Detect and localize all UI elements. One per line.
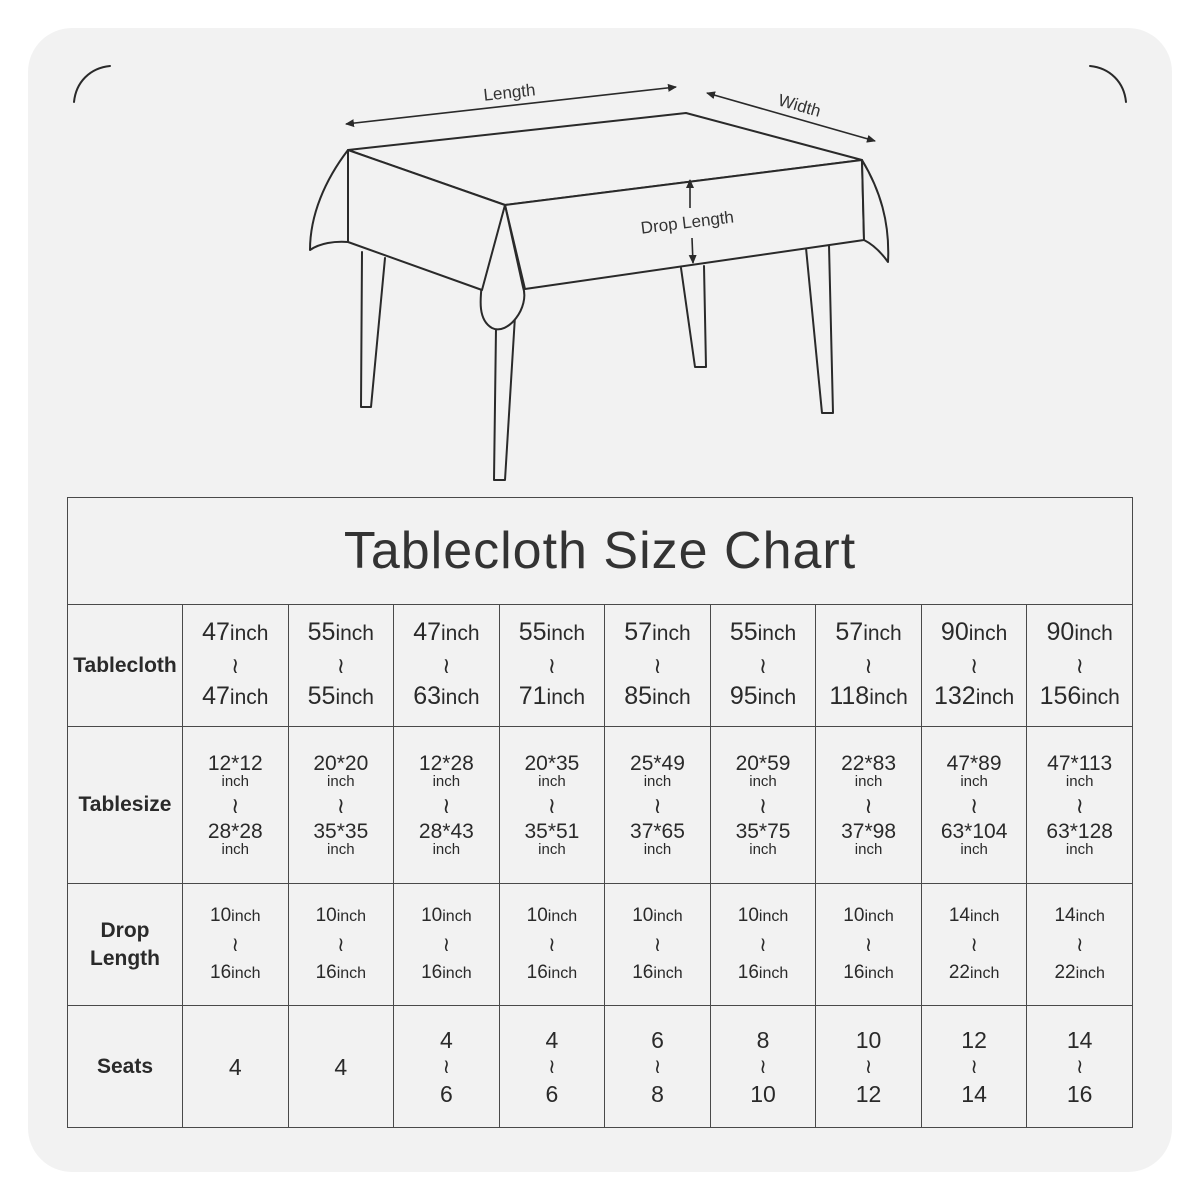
drop-length-value: [605, 961, 710, 986]
drop-unit: inch: [653, 907, 683, 925]
drop-number: 10: [526, 904, 548, 926]
size-unit: inch: [1081, 685, 1120, 709]
tablecloth-size-cell: [288, 605, 394, 727]
size-unit: inch: [863, 621, 902, 645]
tablesize-unit: inch: [221, 840, 250, 858]
tablesize-value: 63*104: [940, 819, 1008, 843]
seats-cell: [288, 1006, 394, 1128]
tablesize-cell: [183, 727, 289, 884]
drop-number: 10: [737, 904, 759, 926]
drop-unit: inch: [442, 907, 472, 925]
range-tilde: ≀: [864, 792, 873, 818]
range-tilde: ≀: [336, 652, 345, 678]
table-leg: [494, 316, 515, 480]
tablecloth-size-value: [500, 681, 605, 715]
tablesize-unit: inch: [538, 772, 566, 790]
size-unit: inch: [975, 685, 1015, 709]
tablecloth-size-value: [394, 681, 499, 715]
tablesize-unit: inch: [327, 772, 355, 790]
drop-number: 16: [210, 961, 232, 983]
tablesize-cell: [1027, 727, 1133, 884]
range-tilde: ≀: [758, 652, 768, 678]
left-corner: [310, 150, 348, 250]
table-leg: [681, 266, 706, 367]
tablesize-value: 37*65: [630, 819, 685, 843]
size-unit: inch: [869, 685, 908, 709]
size-number: 156: [1039, 681, 1082, 710]
tablesize-unit: inch: [643, 772, 672, 790]
drop-length-value: [1027, 904, 1132, 929]
seats-value: 10: [750, 1080, 776, 1107]
tablesize-value: 37*98: [841, 819, 896, 843]
tablecloth-size-value: [500, 617, 605, 651]
seats-value: 12: [855, 1080, 882, 1107]
tablesize-cell: [288, 727, 394, 884]
drop-unit: inch: [1075, 907, 1105, 925]
range-tilde: ≀: [1075, 792, 1084, 818]
tablesize-value: 63*128: [1046, 819, 1113, 843]
drop-length-cell: [394, 884, 500, 1006]
seats-cell: [921, 1006, 1027, 1128]
tablesize-unit: inch: [538, 840, 566, 858]
drop-unit: inch: [231, 907, 261, 925]
table-leg: [806, 245, 833, 413]
tablecloth-size-cell: [710, 605, 816, 727]
range-tilde: ≀: [1075, 1055, 1084, 1078]
drop-number: 16: [315, 961, 337, 983]
tablesize-value: 20*20: [313, 751, 369, 775]
seats-value: 4: [545, 1026, 559, 1053]
drop-length-value: [711, 961, 816, 986]
drop-number: 10: [843, 904, 865, 926]
size-number: 132: [933, 681, 976, 710]
size-number: 55: [729, 617, 758, 646]
size-number: 71: [518, 681, 547, 710]
size-number: 57: [835, 617, 864, 646]
range-tilde: ≀: [336, 792, 345, 818]
drop-length-value: [289, 904, 394, 929]
size-unit: inch: [546, 621, 586, 645]
range-tilde: ≀: [231, 792, 240, 818]
range-tilde: ≀: [653, 652, 662, 678]
tablesize-cell: [499, 727, 605, 884]
range-tilde: ≀: [864, 1055, 873, 1078]
tablesize-unit: inch: [854, 840, 883, 858]
seats-value: 4: [228, 1053, 242, 1080]
drop-unit: inch: [442, 964, 472, 982]
size-unit: inch: [441, 621, 480, 645]
size-unit: inch: [652, 621, 691, 645]
drop-length-cell: [499, 884, 605, 1006]
size-unit: inch: [1074, 621, 1113, 645]
range-tilde: ≀: [864, 652, 873, 678]
drop-length-value: [394, 961, 499, 986]
range-tilde: ≀: [759, 933, 767, 956]
tablesize-unit: inch: [749, 772, 777, 790]
size-unit: inch: [335, 685, 374, 709]
range-tilde: ≀: [547, 792, 557, 818]
seats-cell: [394, 1006, 500, 1128]
seats-value: 16: [1066, 1080, 1093, 1107]
tablesize-unit: inch: [749, 840, 777, 858]
range-tilde: ≀: [653, 792, 662, 818]
row-header-tablecloth: Tablecloth: [68, 605, 183, 727]
tablecloth-size-cell: [183, 605, 289, 727]
range-tilde: ≀: [969, 652, 979, 678]
range-tilde: ≀: [548, 933, 556, 956]
drop-number: 16: [421, 961, 443, 983]
drop-number: 14: [1054, 904, 1076, 926]
drop-unit: inch: [758, 964, 789, 982]
range-tilde: ≀: [758, 792, 768, 818]
drop-unit: inch: [336, 907, 367, 925]
tablecloth-size-value: [711, 617, 816, 651]
drop-length-value: [605, 904, 710, 929]
size-unit: inch: [757, 685, 797, 709]
range-tilde: ≀: [337, 933, 345, 956]
range-tilde: ≀: [970, 933, 978, 956]
drop-length-value: [922, 904, 1027, 929]
tablesize-unit: inch: [960, 840, 988, 858]
tablesize-value: 28*43: [418, 819, 474, 843]
drop-length-value: [711, 904, 816, 929]
size-number: 85: [624, 681, 653, 710]
tablecloth-size-value: [289, 681, 394, 715]
corner-arc-left: [74, 66, 110, 102]
drop-unit: inch: [547, 964, 578, 982]
tablesize-cell: [816, 727, 922, 884]
drop-length-cell: [710, 884, 816, 1006]
size-unit: inch: [652, 685, 691, 709]
chart-title: Tablecloth Size Chart: [68, 498, 1133, 605]
tablecloth-size-cell: [605, 605, 711, 727]
range-tilde: ≀: [231, 652, 240, 678]
drop-length-value: [500, 961, 605, 986]
range-tilde: ≀: [759, 1055, 767, 1078]
drop-length-value: [1027, 961, 1132, 986]
range-tilde: ≀: [548, 1055, 556, 1078]
drop-unit: inch: [969, 964, 1000, 982]
seats-value: 12: [961, 1026, 987, 1053]
tablesize-unit: inch: [221, 772, 250, 790]
drop-number: 10: [632, 904, 654, 926]
drop-length-label: Drop Length: [639, 207, 735, 238]
tablesize-row: [68, 727, 1133, 884]
size-number: 90: [1046, 617, 1075, 646]
tablesize-unit: inch: [1065, 772, 1094, 790]
size-number: 118: [829, 681, 870, 710]
row-header-tablesize: Tablesize: [68, 727, 183, 884]
tablesize-unit: inch: [960, 772, 988, 790]
tablesize-unit: inch: [432, 840, 461, 858]
tablesize-cell: [710, 727, 816, 884]
drop-number: 10: [421, 904, 443, 926]
tablesize-value: 35*75: [735, 819, 791, 843]
tablecloth-size-cell: [1027, 605, 1133, 727]
tablesize-value: 20*59: [735, 751, 791, 775]
right-corner: [862, 160, 888, 262]
row-header-drop-length: [68, 884, 183, 1006]
size-unit: inch: [229, 685, 269, 709]
corner-arc-right: [1090, 66, 1126, 102]
seats-value: 14: [961, 1080, 987, 1107]
drop-number: 10: [210, 904, 232, 926]
seats-value: 8: [651, 1080, 664, 1107]
size-number: 57: [624, 617, 653, 646]
tablecloth-size-value: [816, 681, 921, 715]
tablesize-value: 28*28: [207, 819, 263, 843]
drop-length-value: [394, 904, 499, 929]
tablecloth-size-cell: [394, 605, 500, 727]
seats-row: [68, 1006, 1133, 1128]
size-number: 55: [307, 617, 336, 646]
tablecloth-row: [68, 605, 1133, 727]
seats-cell: [499, 1006, 605, 1128]
size-number: 55: [307, 681, 336, 710]
tablecloth-size-value: [922, 681, 1027, 715]
drop-length-value: [500, 904, 605, 929]
size-chart-table: [67, 497, 1133, 1128]
drop-number: 16: [737, 961, 759, 983]
drop-length-cell: [1027, 884, 1133, 1006]
drop-number: 16: [632, 961, 654, 983]
tablesize-cell: [605, 727, 711, 884]
seats-value: 6: [651, 1026, 664, 1053]
tablesize-cell: [394, 727, 500, 884]
drop-length-value: [183, 961, 288, 986]
drop-number: 16: [843, 961, 865, 983]
tablesize-value: 12*12: [207, 751, 263, 775]
drop-length-cell: [816, 884, 922, 1006]
drop-unit: inch: [864, 907, 894, 925]
drop-number: 22: [948, 961, 970, 983]
seats-value: 6: [439, 1080, 453, 1107]
row-header-drop-line2: Length: [90, 946, 160, 970]
tablecloth-size-value: [1027, 681, 1132, 715]
tablesize-value: 47*89: [946, 751, 1002, 775]
range-tilde: ≀: [442, 933, 451, 956]
size-number: 47: [202, 681, 230, 710]
seats-cell: [816, 1006, 922, 1128]
range-tilde: ≀: [970, 1055, 978, 1078]
size-unit: inch: [229, 621, 269, 645]
size-number: 63: [413, 681, 441, 710]
range-tilde: ≀: [442, 1055, 451, 1078]
row-header-drop-line1: Drop: [100, 918, 150, 942]
drop-length-row: [68, 884, 1133, 1006]
chart-title-row: [68, 498, 1133, 605]
tablesize-value: 20*35: [524, 751, 580, 775]
tablecloth-diagram: [0, 0, 1200, 500]
drop-length-cell: [183, 884, 289, 1006]
range-tilde: ≀: [1075, 652, 1084, 678]
drop-unit: inch: [547, 907, 578, 925]
width-label: Width: [776, 90, 824, 121]
tablecloth-size-value: [605, 681, 710, 715]
tablecloth-size-value: [183, 681, 288, 715]
tablecloth-size-value: [394, 617, 499, 651]
range-tilde: ≀: [442, 792, 451, 818]
seats-value: 14: [1066, 1026, 1093, 1053]
range-tilde: ≀: [1075, 933, 1084, 956]
drop-length-cell: [288, 884, 394, 1006]
drop-unit: inch: [1075, 964, 1105, 982]
size-number: 55: [518, 617, 547, 646]
tablesize-unit: inch: [327, 840, 355, 858]
range-tilde: ≀: [864, 933, 873, 956]
seats-value: 8: [756, 1026, 770, 1053]
drop-unit: inch: [864, 964, 894, 982]
drop-arrow-bottom: [692, 238, 693, 263]
drop-length-cell: [605, 884, 711, 1006]
tablesize-cell: [921, 727, 1027, 884]
seats-cell: [183, 1006, 289, 1128]
row-header-seats: Seats: [68, 1006, 183, 1128]
tablecloth-size-cell: [499, 605, 605, 727]
tablecloth-size-value: [816, 617, 921, 651]
drop-number: 22: [1054, 961, 1076, 983]
seats-value: 4: [439, 1026, 453, 1053]
range-tilde: ≀: [653, 1055, 662, 1078]
size-unit: inch: [757, 621, 797, 645]
drop-length-value: [816, 961, 921, 986]
seats-cell: [605, 1006, 711, 1128]
tablesize-value: 12*28: [418, 751, 474, 775]
drop-unit: inch: [969, 907, 1000, 925]
size-number: 47: [202, 617, 230, 646]
tablecloth-size-value: [1027, 617, 1132, 651]
seats-cell: [1027, 1006, 1133, 1128]
size-unit: inch: [968, 621, 1008, 645]
tablecloth-size-value: [605, 617, 710, 651]
tablesize-value: 22*83: [841, 751, 896, 775]
tablesize-unit: inch: [854, 772, 883, 790]
table-leg: [361, 252, 385, 407]
drop-number: 14: [948, 904, 970, 926]
tablecloth-size-cell: [816, 605, 922, 727]
drop-length-value: [922, 961, 1027, 986]
size-unit: inch: [546, 685, 586, 709]
drop-number: 16: [526, 961, 548, 983]
tablesize-value: 35*35: [313, 819, 369, 843]
drop-length-value: [183, 904, 288, 929]
drop-length-cell: [921, 884, 1027, 1006]
drop-unit: inch: [336, 964, 367, 982]
tablesize-unit: inch: [432, 772, 461, 790]
range-tilde: ≀: [547, 652, 557, 678]
range-tilde: ≀: [969, 792, 979, 818]
drop-length-value: [289, 961, 394, 986]
seats-value: 10: [855, 1026, 882, 1053]
size-unit: inch: [441, 685, 480, 709]
tablesize-unit: inch: [643, 840, 672, 858]
size-number: 47: [413, 617, 441, 646]
tablecloth-size-value: [922, 617, 1027, 651]
tablecloth-size-value: [711, 681, 816, 715]
seats-value: 6: [545, 1080, 559, 1107]
tablecloth-size-cell: [921, 605, 1027, 727]
tablecloth-size-value: [183, 617, 288, 651]
length-label: Length: [482, 80, 537, 105]
size-number: 90: [940, 617, 969, 646]
seats-value: 4: [334, 1053, 348, 1080]
range-tilde: ≀: [653, 933, 662, 956]
drop-length-value: [816, 904, 921, 929]
size-number: 95: [729, 681, 758, 710]
drop-unit: inch: [758, 907, 789, 925]
tablecloth-size-value: [289, 617, 394, 651]
tablesize-unit: inch: [1065, 840, 1094, 858]
tablesize-value: 25*49: [630, 751, 685, 775]
tablesize-value: 35*51: [524, 819, 580, 843]
seats-cell: [710, 1006, 816, 1128]
size-unit: inch: [335, 621, 374, 645]
drop-number: 10: [315, 904, 337, 926]
range-tilde: ≀: [442, 652, 451, 678]
drop-unit: inch: [653, 964, 683, 982]
drop-unit: inch: [231, 964, 261, 982]
tablesize-value: 47*113: [1047, 751, 1113, 775]
range-tilde: ≀: [231, 933, 240, 956]
